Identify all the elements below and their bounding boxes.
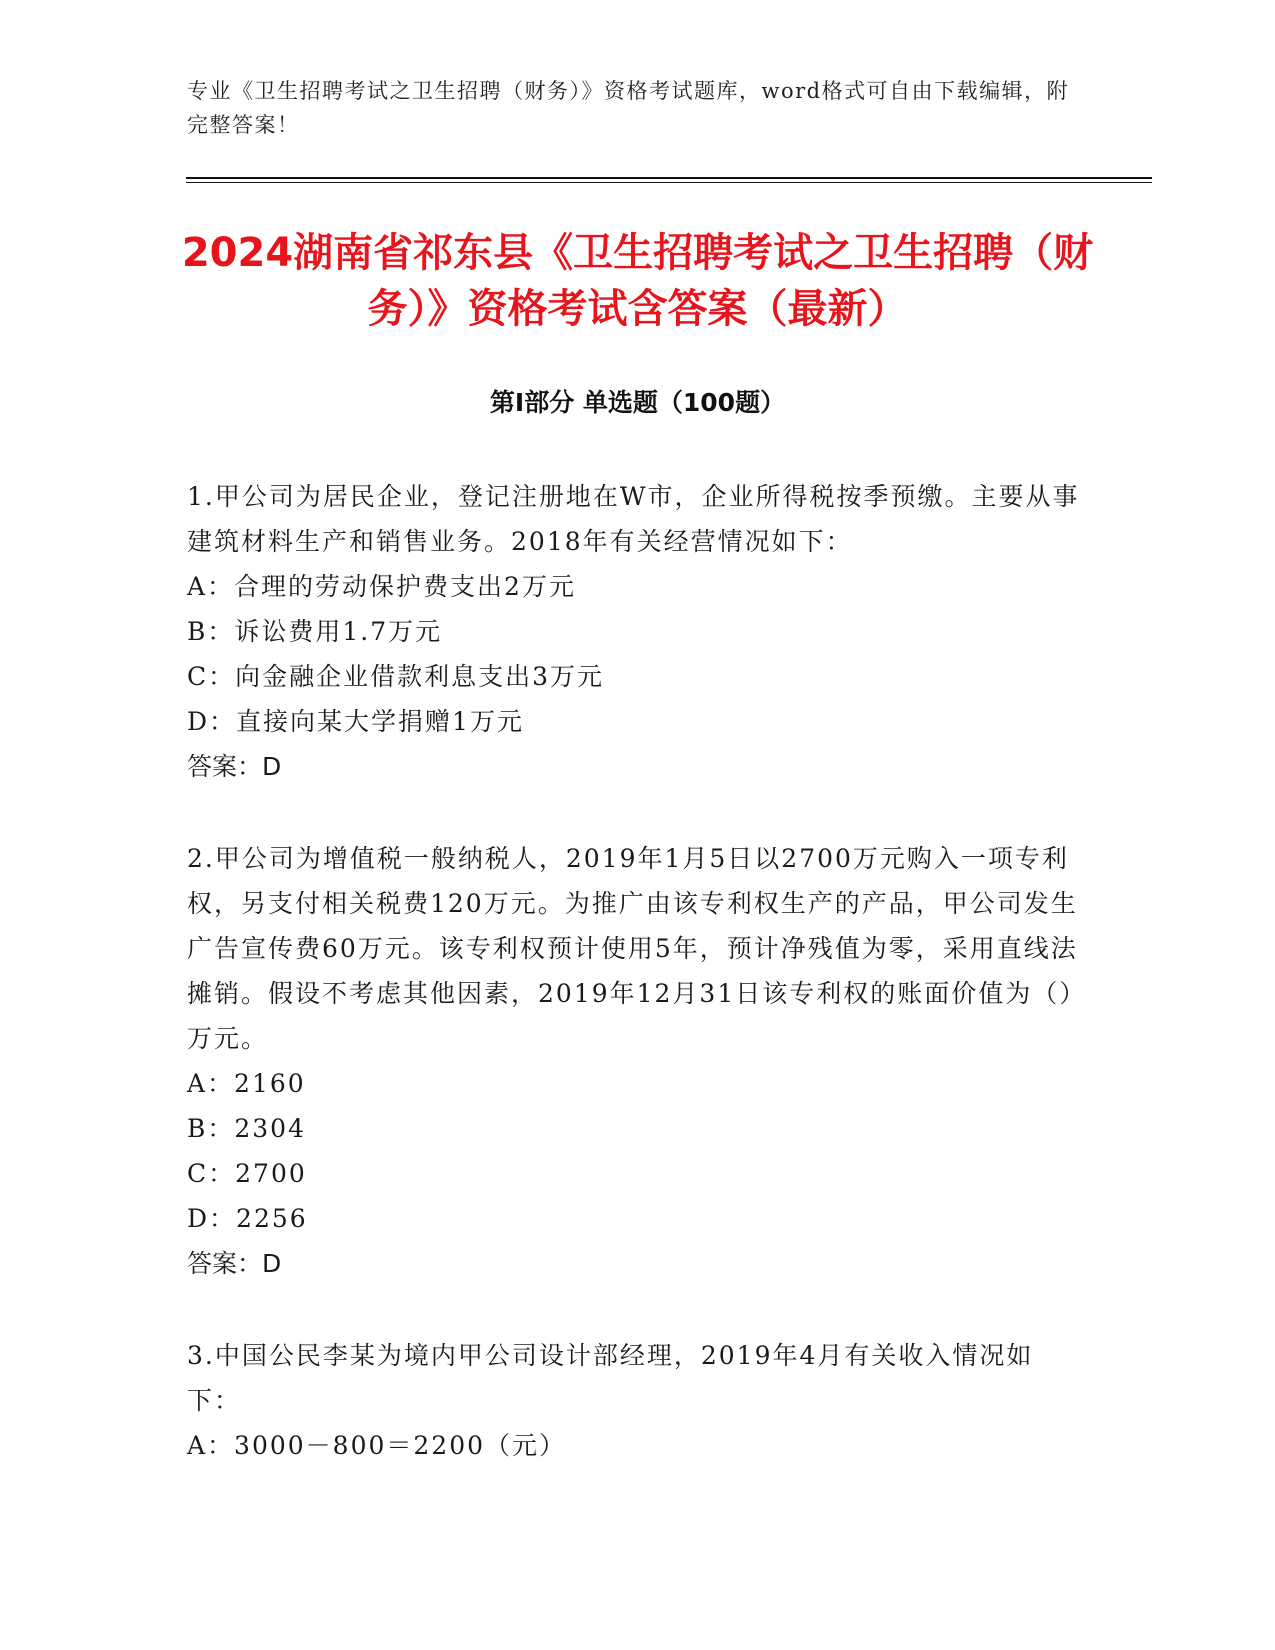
section-title: 第I部分 单选题（100题） (489, 388, 786, 417)
header-note: 专业《卫生招聘考试之卫生招聘（财务）》资格考试题库，word格式可自由下载编辑，附完整答案！ (187, 79, 1070, 137)
answer: 答案：D (187, 752, 282, 781)
answer: 答案：D (187, 1249, 282, 1278)
question-2 (187, 836, 1087, 1286)
option-a: A：3000－800＝2200（元） (187, 1431, 567, 1460)
option-b: B：2304 (187, 1114, 306, 1143)
question-spacer (187, 1286, 1087, 1333)
question-list (187, 474, 1087, 1468)
question-spacer (187, 789, 1087, 836)
question-1 (187, 474, 1087, 789)
header-divider-thin (186, 182, 1152, 183)
document-title: 2024湖南省祁东县《卫生招聘考试之卫生招聘（财务）》资格考试含答案（最新） (181, 230, 1094, 332)
question-stem: 3.中国公民李某为境内甲公司设计部经理，2019年4月有关收入情况如下： (187, 1341, 1034, 1415)
option-a: A：合理的劳动保护费支出2万元 (187, 572, 576, 601)
option-a: A：2160 (187, 1069, 306, 1098)
option-c: C：向金融企业借款利息支出3万元 (187, 662, 605, 691)
option-c: C：2700 (187, 1159, 307, 1188)
option-d: D：直接向某大学捐赠1万元 (187, 707, 524, 736)
header-divider-thick (186, 177, 1152, 179)
question-stem: 2.甲公司为增值税一般纳税人，2019年1月5日以2700万元购入一项专利权，另支付相关税费120万元。为推广由该专利权生产的产品，甲公司发生广告宣传费60万元。该专利权预计使用5年，预计净残值为零，采用直线法摊销。假设不考虑其他因素，2019年12月31日该专利权的账面价值为（）万元。 (187, 844, 1087, 1053)
option-d: D：2256 (187, 1204, 308, 1233)
question-3 (187, 1333, 1087, 1468)
option-b: B：诉讼费用1.7万元 (187, 617, 443, 646)
question-stem: 1.甲公司为居民企业，登记注册地在W市，企业所得税按季预缴。主要从事建筑材料生产和销售业务。2018年有关经营情况如下： (187, 482, 1080, 556)
